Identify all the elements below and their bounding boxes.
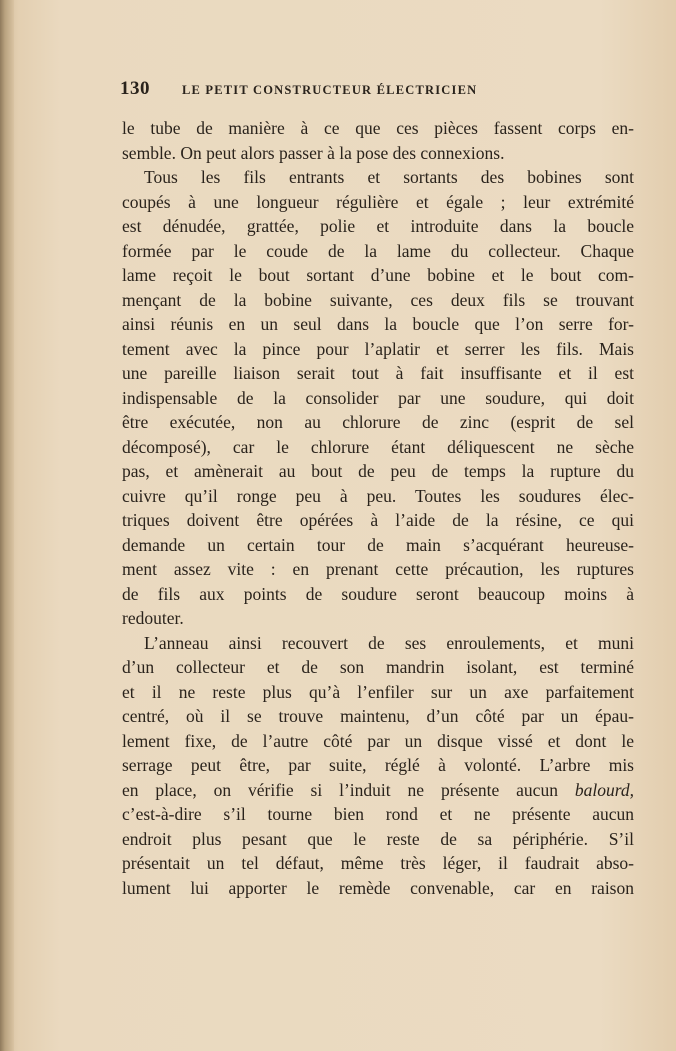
page-binding-edge	[0, 0, 14, 1051]
text-line: décomposé), car le chlorure étant déliquescent ne sèche	[122, 436, 634, 457]
page-number: 130	[120, 78, 150, 99]
text-line: mençant de la bobine suivante, ces deux fils se trouvant	[122, 289, 634, 310]
text-line: demande un certain tour de main s’acquérant heureuse-	[122, 534, 634, 555]
text-line: est dénudée, grattée, polie et introduite dans la boucle	[122, 216, 634, 236]
text-line-with-italic	[122, 778, 634, 803]
text-line: présentait un tel défaut, même très léger, il faudrait abso-	[122, 853, 634, 873]
text-line: cuivre qu’il ronge peu à peu. Toutes les soudures élec-	[122, 485, 634, 506]
text-line: une pareille liaison serait tout à fait insuffisante et il est	[122, 363, 634, 383]
text-line: être exécutée, non au chlorure de zinc (esprit de sel	[122, 412, 634, 432]
italic-word: balourd,	[574, 779, 634, 800]
text-line: serrage peut être, par suite, réglé à volonté. L’arbre mis	[122, 755, 634, 775]
text-line: endroit plus pesant que le reste de sa périphérie. S’il	[122, 828, 634, 849]
body-text	[122, 116, 634, 900]
text-line: ainsi réunis en un seul dans la boucle que l’on serre for-	[122, 314, 634, 334]
text-line-segment: en place, on vérifie si l’induit ne présente aucun	[122, 779, 558, 800]
text-line: le tube de manière à ce que ces pièces fassent corps en-	[122, 118, 634, 138]
text-line: L’anneau ainsi recouvert de ses enroulements, et muni	[144, 632, 634, 653]
text-line: triques doivent être opérées à l’aide de la résine, ce qui	[122, 510, 634, 530]
text-line: coupés à une longueur régulière et égale ; leur extrémité	[122, 191, 634, 212]
text-line: redouter.	[122, 608, 184, 628]
text-line: Tous les fils entrants et sortants des bobines sont	[144, 167, 634, 187]
text-line: de fils aux points de soudure seront beaucoup moins à	[122, 583, 634, 604]
text-line: centré, où il se trouve maintenu, d’un côté par un épau-	[122, 706, 634, 726]
text-line: formée par le coude de la lame du collecteur. Chaque	[122, 240, 634, 261]
running-title: LE PETIT CONSTRUCTEUR ÉLECTRICIEN	[182, 83, 478, 97]
text-line: tement avec la pince pour l’aplatir et serrer les fils. Mais	[122, 338, 634, 359]
text-line: d’un collecteur et de son mandrin isolant, est terminé	[122, 657, 634, 677]
text-line: indispensable de la consolider par une soudure, qui doit	[122, 387, 634, 408]
text-line: lument lui apporter le remède convenable, car en raison	[122, 877, 634, 898]
text-line: pas, et amènerait au bout de peu de temps la rupture du	[122, 461, 634, 481]
text-line: c’est-à-dire s’il tourne bien rond et ne présente aucun	[122, 804, 634, 824]
text-line: lame reçoit le bout sortant d’une bobine et le bout com-	[122, 265, 634, 285]
text-line: semble. On peut alors passer à la pose des connexions.	[122, 142, 505, 163]
text-line: et il ne reste plus qu’à l’enfiler sur un axe parfaitement	[122, 681, 634, 702]
text-line: ment assez vite : en prenant cette précaution, les ruptures	[122, 559, 634, 579]
page-header	[120, 78, 635, 102]
text-line: lement fixe, de l’autre côté par un disque vissé et dont le	[122, 730, 634, 751]
